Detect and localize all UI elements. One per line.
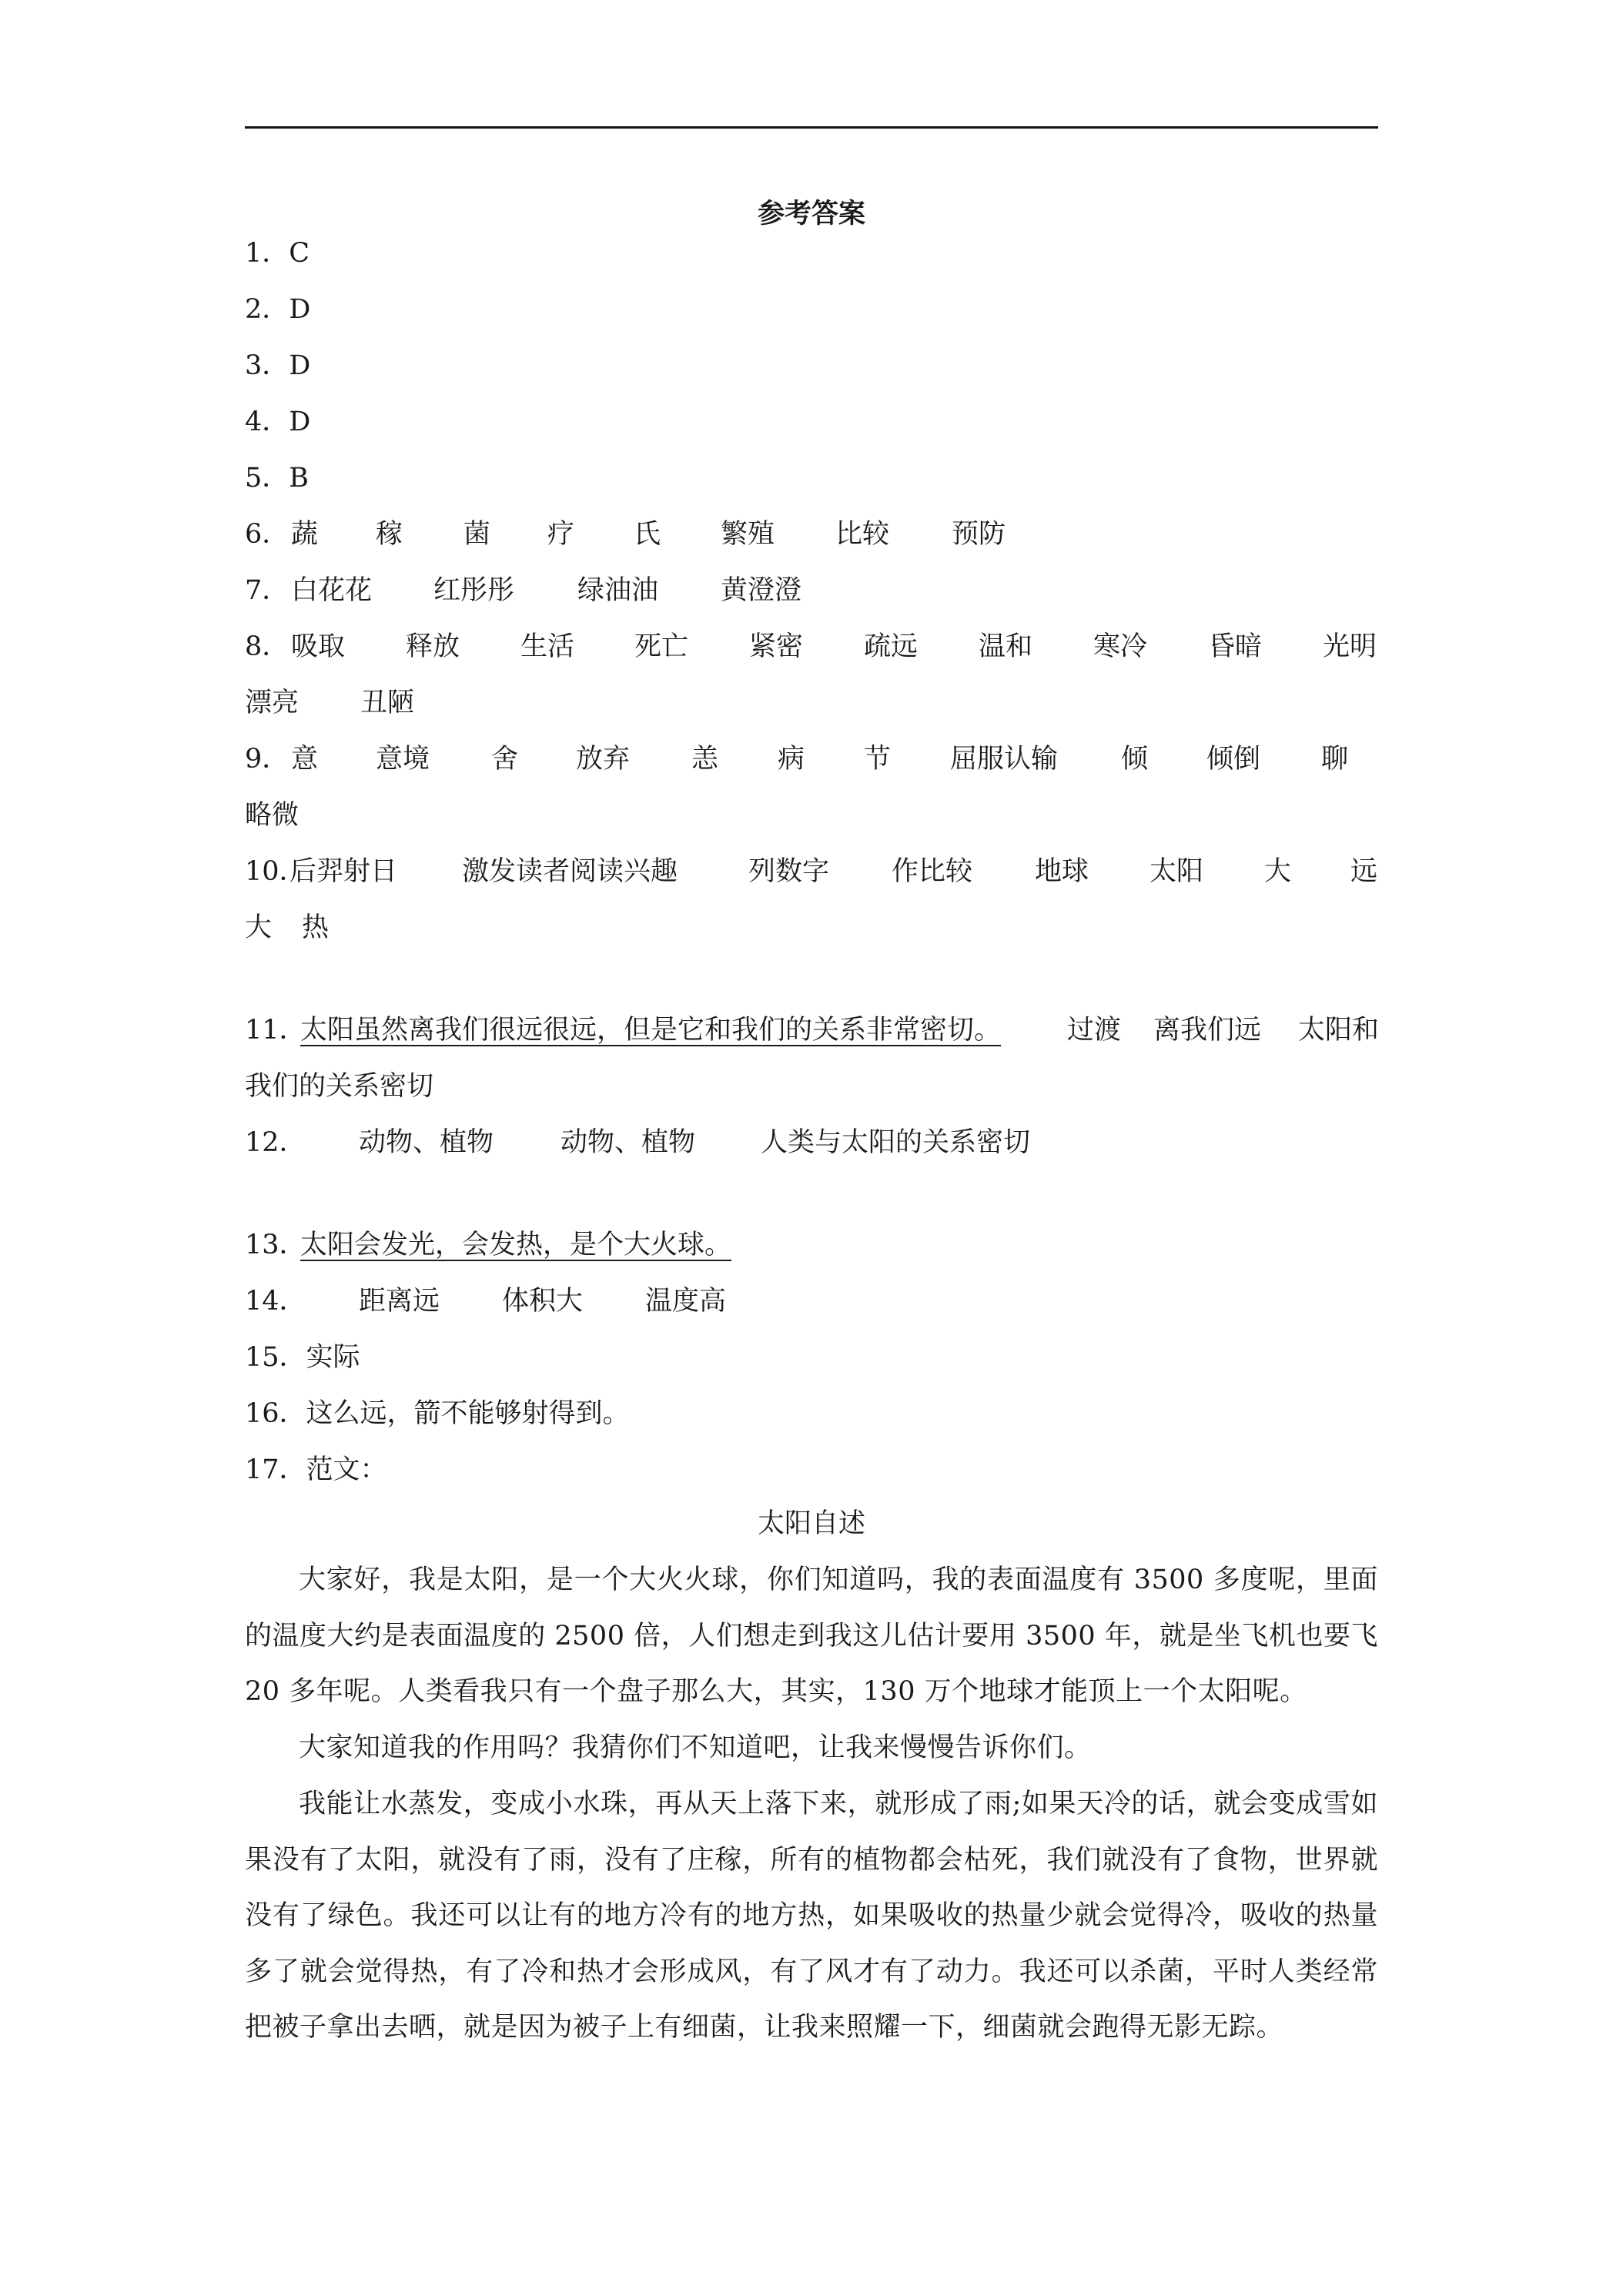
answer-number: 9． [245, 744, 289, 775]
answer-item: 大 [1264, 856, 1292, 887]
answer-item: 放弃 [576, 744, 631, 775]
answer-3 [245, 346, 1378, 386]
answer-item: 离我们远 [1153, 1015, 1262, 1046]
answer-number: 8． [245, 631, 289, 662]
answer-item: 地球 [1035, 856, 1089, 887]
answer-text: B [289, 463, 310, 494]
answer-number: 13． [245, 1230, 306, 1260]
answer-item: 光明 [1323, 631, 1377, 662]
answer-item: 动物、植物 [561, 1127, 696, 1158]
answer-item: 激发读者阅读兴趣 [462, 856, 678, 887]
answer-item: 舍 [491, 744, 519, 775]
answer-item: 太阳和 [1298, 1015, 1380, 1046]
answer-item: 菌 [463, 519, 491, 550]
answer-item: 恙 [691, 744, 719, 775]
answer-item: 太阳 [1149, 856, 1204, 887]
answer-number: 3． [245, 350, 289, 381]
answer-item: 热 [302, 912, 330, 943]
answer-item: 生活 [520, 631, 575, 662]
answer-number: 16． [245, 1398, 306, 1429]
answer-item: 我们的关系密切 [245, 1071, 434, 1102]
header-rule [245, 126, 1378, 129]
answer-item: 远 [1350, 856, 1378, 887]
answer-item: 比较 [835, 519, 890, 550]
answer-item: 释放 [406, 631, 460, 662]
underlined-answer: 太阳虽然离我们很远很远，但是它和我们的关系非常密切。 [300, 1015, 1002, 1046]
answer-item: 疏远 [864, 631, 919, 662]
answer-text: 范文： [306, 1454, 387, 1485]
answer-text: 这么远，箭不能够射得到。 [306, 1398, 630, 1429]
essay-title: 太阳自述 [757, 1508, 865, 1539]
answer-5 [245, 458, 1378, 498]
answer-item: 后羿射日 [289, 856, 398, 887]
answer-item: 疗 [547, 519, 575, 550]
answer-number: 15． [245, 1342, 306, 1373]
answer-number: 10． [245, 856, 306, 887]
answer-text: D [289, 294, 311, 325]
answer-text: D [289, 407, 311, 437]
essay-paragraph-3: 我能让水蒸发，变成小水珠，再从天上落下来，就形成了雨;如果天冷的话，就会变成雪如果没有了太阳，就没有了雨，没有了庄稼，所有的植物都会枯死，我们就没有了食物，世界就没有了绿色。我还可以让有的地方冷有的地方热，如果吸收的热量少就会觉得冷，吸收的热量多了就会觉得热，有了冷和热才会形成风，有了风才有了动力。我还可以杀菌，平时人类经常把被子拿出去晒，就是因为被子上有细菌，让我来照耀一下，细菌就会跑得无影无踪。 [245, 1789, 1378, 2043]
answer-item: 紧密 [749, 631, 804, 662]
answer-item: 吸取 [291, 631, 346, 662]
essay-paragraph-2: 大家知道我的作用吗？我猜你们不知道吧，让我来慢慢告诉你们。 [299, 1732, 1092, 1763]
underlined-answer: 太阳会发光，会发热，是个大火球。 [300, 1230, 732, 1260]
answer-item: 病 [778, 744, 805, 775]
answer-item: 预防 [952, 519, 1006, 550]
answer-number: 14． [245, 1286, 306, 1317]
answer-item: 大 [245, 912, 273, 943]
answer-item: 动物、植物 [359, 1127, 494, 1158]
answer-text: 实际 [306, 1342, 360, 1373]
answer-number: 17． [245, 1454, 306, 1485]
answer-4 [245, 402, 1378, 442]
answer-2 [245, 290, 1378, 330]
answer-number: 2． [245, 294, 289, 325]
answer-item: 白花花 [291, 575, 373, 606]
answer-item: 温度高 [645, 1286, 727, 1317]
answer-item: 意 [291, 744, 319, 775]
answer-item: 昏暗 [1208, 631, 1263, 662]
answer-number: 6． [245, 519, 289, 550]
answer-number: 7． [245, 575, 289, 606]
answer-item: 繁殖 [721, 519, 775, 550]
answer-item: 节 [864, 744, 892, 775]
answer-item: 倾倒 [1206, 744, 1261, 775]
essay-paragraph-1: 大家好，我是太阳，是一个大火火球，你们知道吗，我的表面温度有 3500 多度呢，里面的温度大约是表面温度的 2500 倍，人们想走到我这儿估计要用 3500 年，就是坐飞机也要飞 20 多年呢。人类看我只有一个盘子那么大，其实，130 万个地球才能顶上一个太阳呢。 [245, 1565, 1378, 1707]
answer-item: 蔬 [291, 519, 319, 550]
answer-15 [245, 1337, 1378, 1377]
answer-item: 温和 [979, 631, 1033, 662]
answer-number: 12． [245, 1127, 306, 1158]
answer-item: 死亡 [634, 631, 689, 662]
answer-item: 黄澄澄 [721, 575, 802, 606]
answer-item: 倾 [1121, 744, 1149, 775]
answer-item: 丑陋 [360, 688, 415, 718]
answer-number: 11． [245, 1015, 306, 1046]
answer-item: 作比较 [892, 856, 973, 887]
page-title: 参考答案 [757, 198, 865, 229]
answer-item: 绿油油 [577, 575, 659, 606]
answer-item: 距离远 [359, 1286, 440, 1317]
answer-item: 列数字 [748, 856, 830, 887]
answer-1 [245, 233, 1378, 273]
answer-text: C [289, 238, 310, 269]
answer-item: 体积大 [502, 1286, 584, 1317]
answer-number: 1． [245, 238, 289, 269]
answer-item: 红彤彤 [433, 575, 515, 606]
answer-number: 5． [245, 463, 289, 494]
answer-item: 寒冷 [1093, 631, 1148, 662]
answer-item: 略微 [245, 800, 300, 831]
answer-item: 屈服认输 [950, 744, 1059, 775]
answer-item: 过渡 [1067, 1015, 1122, 1046]
answer-number: 4． [245, 407, 289, 437]
answer-text: D [289, 350, 311, 381]
answer-item: 稼 [376, 519, 403, 550]
answer-item: 氏 [634, 519, 661, 550]
answer-item: 人类与太阳的关系密切 [761, 1127, 1031, 1158]
answer-17 [245, 1450, 1378, 1490]
answer-item: 漂亮 [245, 688, 300, 718]
answer-item: 聊 [1321, 744, 1349, 775]
answer-16 [245, 1394, 1378, 1434]
answer-item: 意境 [376, 744, 430, 775]
